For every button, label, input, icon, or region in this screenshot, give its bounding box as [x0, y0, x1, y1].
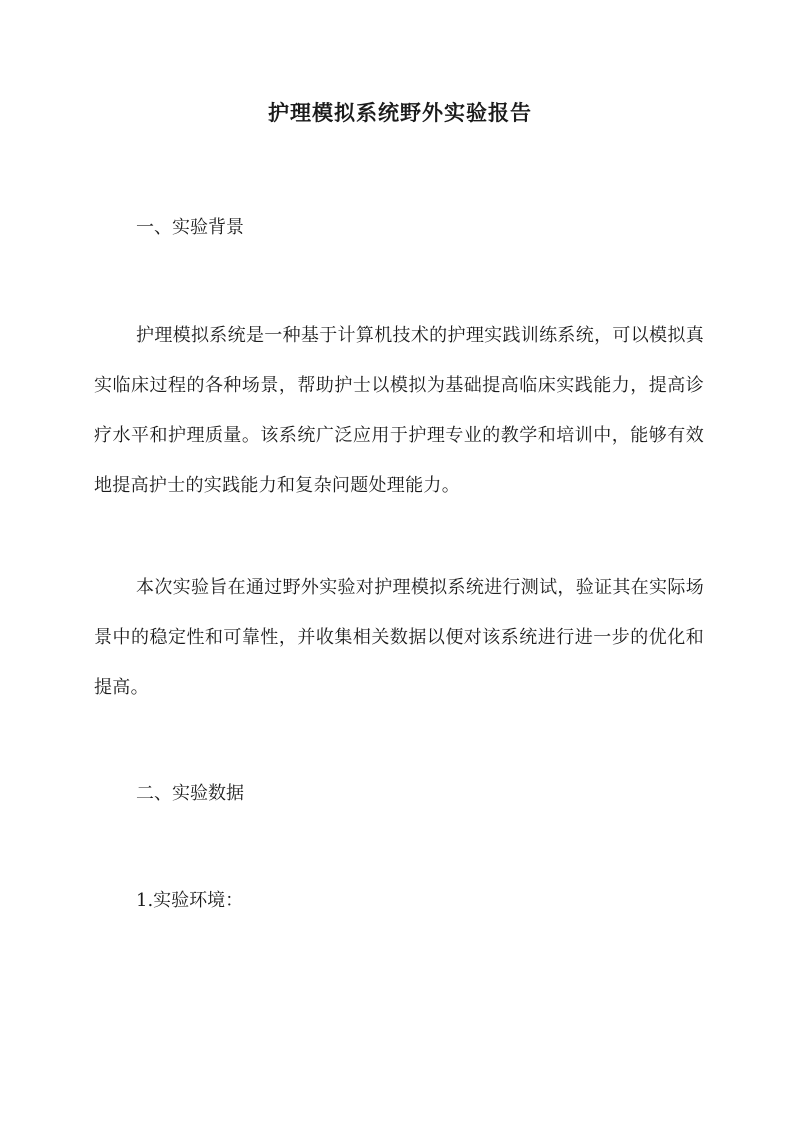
section-heading-background: 一、实验背景	[136, 217, 244, 238]
section-heading-data: 二、实验数据	[136, 783, 244, 804]
paragraph-experiment-purpose: 本次实验旨在通过野外实验对护理模拟系统进行测试，验证其在实际场景中的稳定性和可靠性，并收集相关数据以便对该系统进行进一步的优化和提高。	[94, 577, 704, 698]
document-title: 护理模拟系统野外实验报告	[268, 100, 532, 125]
subsection-heading-environment: 1.实验环境：	[136, 890, 244, 911]
paragraph-system-intro: 护理模拟系统是一种基于计算机技术的护理实践训练系统，可以模拟真实临床过程的各种场景，帮助护士以模拟为基础提高临床实践能力，提高诊疗水平和护理质量。该系统广泛应用于护理专业的教学和培训中，能够有效地提高护士的实践能力和复杂问题处理能力。	[94, 325, 704, 496]
